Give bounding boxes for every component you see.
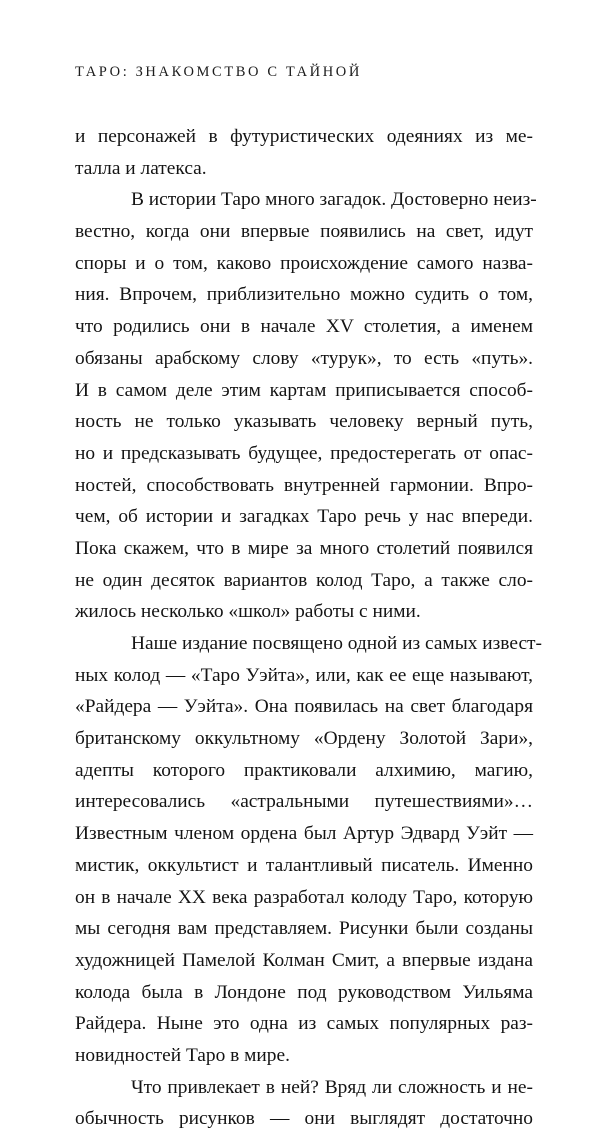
paragraph-first-line: Наше издание посвящено одной из самых извест- <box>131 633 542 654</box>
running-head: ТАРО: ЗНАКОМСТВО С ТАЙНОЙ <box>75 64 362 80</box>
text-line: интересовались «астральными путешествиями»… <box>75 791 533 813</box>
text-line: не один десяток вариантов колод Таро, а также сло- <box>75 569 533 591</box>
text-line: ностей, способствовать внутренней гармонии. Впро- <box>75 474 533 496</box>
text-line: чем, об истории и загадках Таро речь у нас впереди. <box>75 506 533 528</box>
text-line: и персонажей в футуристических одеяниях из ме- <box>75 126 533 147</box>
text-line: адепты которого практиковали алхимию, магию, <box>75 759 533 781</box>
text-line: споры и о том, каково происхождение самого назва- <box>75 252 533 274</box>
text-line: ных колод — «Таро Уэйта», или, как ее еще называют, <box>75 664 533 686</box>
text-line: колода была в Лондоне под руководством Уильяма <box>75 981 533 1003</box>
text-line: Пока скажем, что в мире за много столетий появился <box>75 537 533 559</box>
text-line: но и предсказывать будущее, предостерегать от опас- <box>75 442 533 464</box>
text-line: что родились они в начале XV столетия, а именем <box>75 316 533 338</box>
text-line: Райдера. Ныне это одна из самых популярных раз- <box>75 1013 533 1035</box>
text-line: новидностей Таро в мире. <box>75 1044 290 1066</box>
text-line: ния. Впрочем, приблизительно можно судить о том, <box>75 284 533 306</box>
text-line: он в начале XX века разработал колоду Таро, которую <box>75 886 533 908</box>
text-line: талла и латекса. <box>75 157 207 179</box>
text-line: обычность рисунков — они выглядят достаточно <box>75 1108 533 1130</box>
text-line: «Райдера — Уэйта». Она появилась на свет благодаря <box>75 696 533 718</box>
body-text <box>75 121 542 1135</box>
text-line: ность не только указывать человеку верный путь, <box>75 411 533 433</box>
text-line: художницей Памелой Колман Смит, а впервые издана <box>75 949 533 971</box>
text-line: Известным членом ордена был Артур Эдвард Уэйт — <box>75 823 533 845</box>
text-line: обязаны арабскому слову «турук», то есть «путь». <box>75 347 533 369</box>
text-line: мы сегодня вам представляем. Рисунки были созданы <box>75 918 533 940</box>
text-line: британскому оккультному «Ордену Золотой Зари», <box>75 728 533 750</box>
text-line: вестно, когда они впервые появились на свет, идут <box>75 221 533 243</box>
text-line: жилось несколько «школ» работы с ними. <box>75 601 421 623</box>
paragraph-first-line: В истории Таро много загадок. Достоверно неиз- <box>131 189 537 211</box>
text-line: И в самом деле этим картам приписывается способ- <box>75 379 533 401</box>
text-line: мистик, оккультист и талантливый писатель. Именно <box>75 854 533 876</box>
paragraph-first-line: Что привлекает в ней? Вряд ли сложность и не- <box>131 1076 533 1098</box>
